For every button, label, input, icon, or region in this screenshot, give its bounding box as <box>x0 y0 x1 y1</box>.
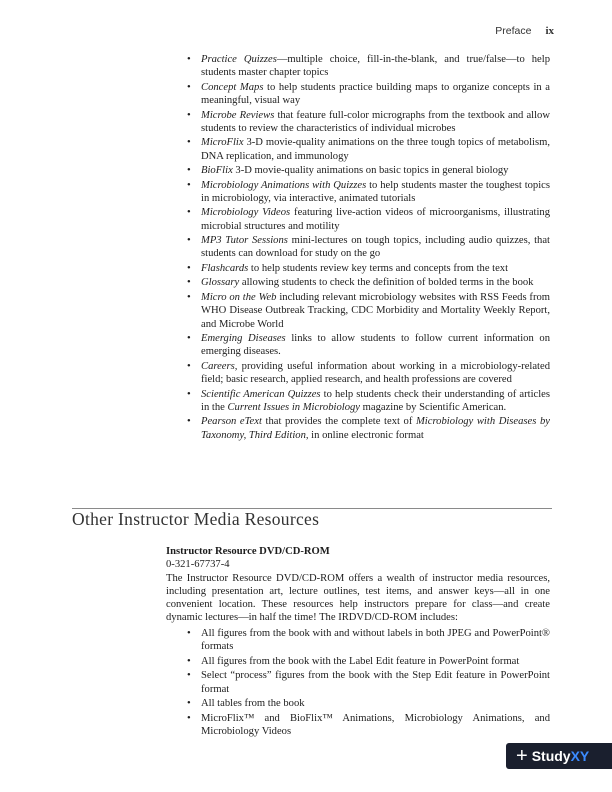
list-item <box>186 81 550 108</box>
italic-term: Practice Quizzes <box>201 54 277 65</box>
resource-block <box>166 545 550 625</box>
list-item <box>186 136 550 163</box>
logo-text-study: Study <box>531 748 571 764</box>
header-section: Preface <box>495 25 532 37</box>
resource-title: Instructor Resource DVD/CD-ROM <box>166 546 330 557</box>
list-item <box>186 291 550 331</box>
item-text: that feature full-color micrographs from the textbook and allow students to review the characteristics of individual microbes <box>201 109 550 134</box>
list-item <box>186 262 550 275</box>
italic-term: Microbe Reviews <box>201 109 275 121</box>
list-item: • All figures from the book with the Label Edit feature in PowerPoint format <box>186 655 550 668</box>
italic-term: MP3 Tutor Sessions <box>201 235 288 247</box>
list-item <box>186 164 550 177</box>
italic-term: Glossary <box>201 277 240 289</box>
list-item <box>186 360 550 387</box>
resource-description: The Instructor Resource DVD/CD-ROM offers a wealth of instructor media resources, including presentation art, lecture outlines, test items, and answer keys—all in one convenient location. These resources help instructors prepare for class—and create dynamic lectures—in half the time! The IRDVD/CD-ROM includes: <box>166 572 550 624</box>
item-text: in online electronic format <box>308 429 424 441</box>
list-item <box>186 179 550 206</box>
list-item <box>186 388 550 415</box>
list-item <box>186 234 550 261</box>
item-text: to help students practice building maps to organize concepts in a meaningful, visual way <box>201 81 550 107</box>
running-header <box>495 25 554 37</box>
item-text: including relevant microbiology websites with RSS Feeds from WHO Disease Outbreak Tracking, CDC Morbidity and Mortality Weekly Report, and Microbe World <box>201 291 551 330</box>
item-text: 3-D movie-quality animations on basic topics in general biology <box>232 165 509 177</box>
italic-term: Microbiology Videos <box>201 207 291 219</box>
list-item <box>186 276 550 289</box>
list-item <box>186 109 550 136</box>
italic-term: Microbiology Animations with Quizzes <box>201 179 367 191</box>
plus-icon: + <box>516 745 528 767</box>
item-text: 3-D movie-quality animations on the three tough topics of metabolism, DNA replication, and immunology <box>201 137 550 162</box>
list-item: • All tables from the book <box>186 697 550 710</box>
italic-term: Scientific American Quizzes <box>201 388 321 400</box>
list-item: • Select “process” figures from the book with the Step Edit feature in PowerPoint format <box>186 669 550 696</box>
item-text: —multiple choice, fill-in-the-blank, and true/false—to help students master chapter topics <box>201 54 550 79</box>
list-item <box>186 415 550 442</box>
italic-term: Pearson eText <box>201 416 262 428</box>
italic-term: Microbiology with Diseases by Taxonomy, Third Edition, <box>201 416 550 441</box>
italic-term: MicroFlix <box>201 137 244 149</box>
italic-term: Micro on the Web <box>201 291 277 303</box>
student-media-list <box>186 53 550 443</box>
item-text: featuring live-action videos of microorganisms, illustrating microbial structures and motility <box>201 207 551 232</box>
italic-term: Emerging Diseases <box>201 333 286 344</box>
list-item <box>186 332 550 359</box>
logo-text-xy: XY <box>570 748 590 764</box>
item-text: to help students check their understanding of articles in the <box>201 388 550 413</box>
item-text: that provides the complete text of <box>261 416 416 428</box>
section-heading: Other Instructor Media Resources <box>72 509 320 529</box>
item-text: mini-lectures on tough topics, including audio quizzes, that students can download for study on the go <box>201 235 550 260</box>
studyxy-logo[interactable] <box>506 743 612 769</box>
item-text: magazine by Scientific American. <box>360 401 507 413</box>
resource-items-list <box>186 627 550 739</box>
italic-term: BioFlix <box>201 165 233 177</box>
italic-term: Flashcards <box>201 262 249 274</box>
italic-term: Concept Maps <box>201 81 264 93</box>
list-item <box>186 53 550 80</box>
item-text: providing useful information about working in a microbiology-related field; basic research, applied research, and health professions are covered <box>201 360 550 386</box>
item-text: to help students master the toughest topics in microbiology, via interactive, animated tutorials <box>201 179 550 204</box>
page-number: ix <box>545 25 554 37</box>
item-text: to help students review key terms and concepts from the text <box>248 262 509 274</box>
list-item: • MicroFlix™ and BioFlix™ Animations, Microbiology Animations, and Microbiology Videos <box>186 712 550 739</box>
item-text: links to allow students to follow current information on emerging diseases. <box>201 333 550 358</box>
resource-isbn: 0-321-67737-4 <box>166 559 230 571</box>
italic-term: Careers, <box>201 360 238 372</box>
list-item <box>186 206 550 233</box>
item-text: allowing students to check the definition of bolded terms in the book <box>239 277 534 289</box>
italic-term: Current Issues in Microbiology <box>227 401 360 413</box>
list-item: • All figures from the book with and without labels in both JPEG and PowerPoint® formats <box>186 627 550 654</box>
